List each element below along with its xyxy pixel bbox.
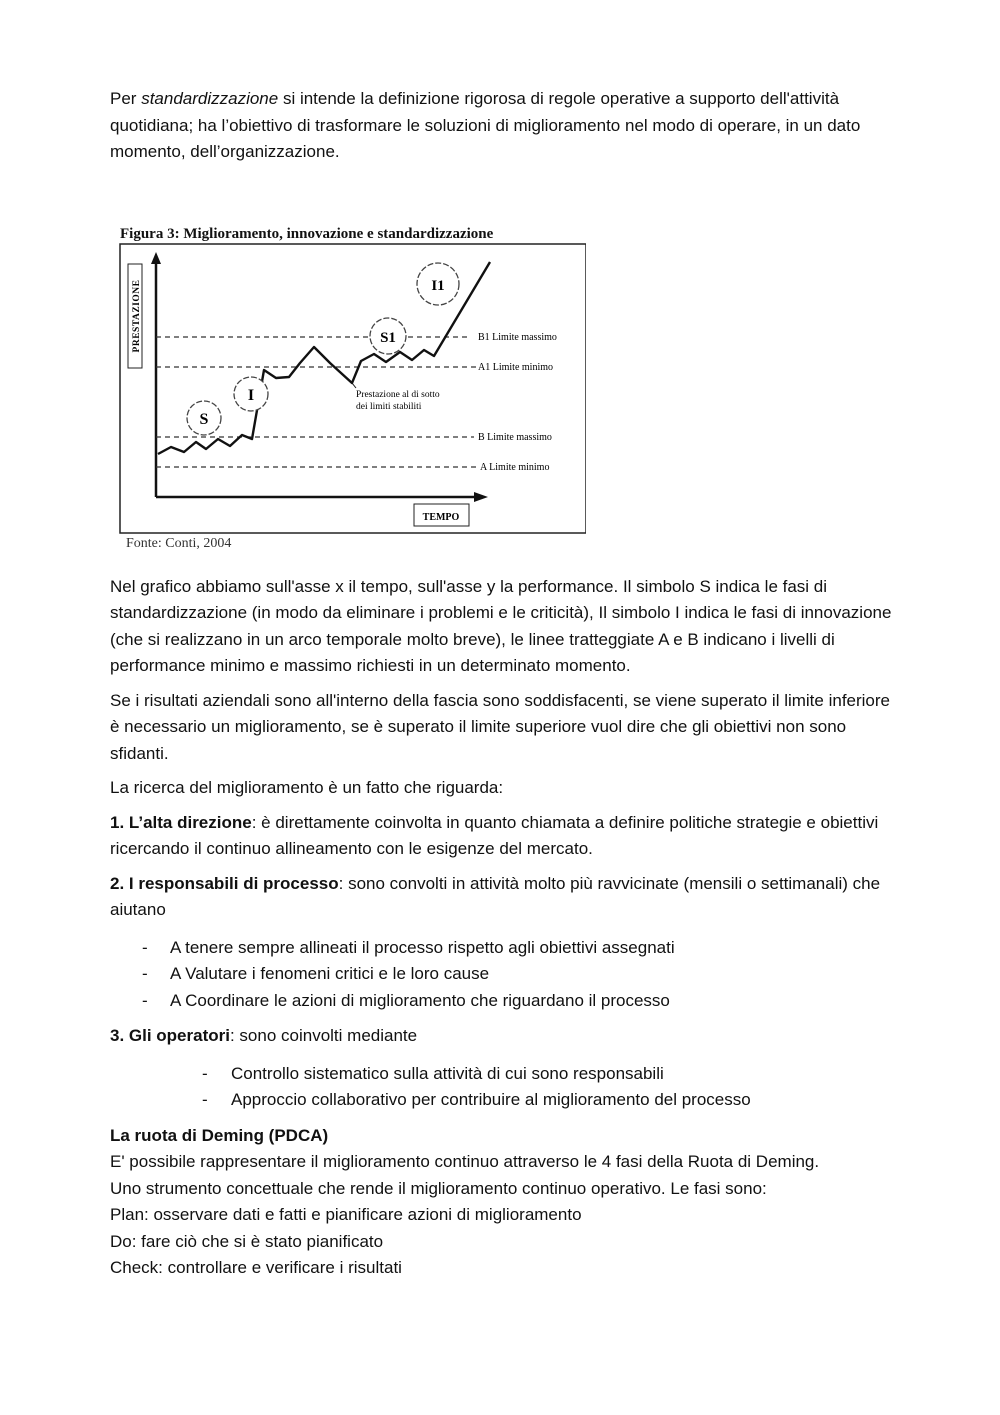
figure-improvement-chart xyxy=(116,220,586,550)
intro-term: standardizzazione xyxy=(141,89,279,108)
deming-line: E' possibile rappresentare il miglioramento continuo attraverso le 4 fasi della Ruota di Deming. xyxy=(110,1152,820,1171)
intro-text-end: si intende la definizione rigorosa di regole operative a supporto dell'attività quotidiana; ha l’obiettivo di trasformare le soluzioni di miglioramento nel modo di operare, in un dato momento, dell’organizzazione. xyxy=(110,89,861,161)
circle-i-label: I xyxy=(247,386,255,404)
figure-frame xyxy=(120,244,586,533)
y-axis-arrow xyxy=(151,252,161,264)
y-axis-label: PRESTAZIONE xyxy=(132,279,142,352)
list-item: - A Coordinare le azioni di miglioramento che riguardano il processo xyxy=(110,988,900,1015)
figure-source: Fonte: Conti, 2004 xyxy=(126,535,232,550)
item-alta-direzione xyxy=(110,810,900,863)
item-alta-direzione-title: 1. L’alta direzione xyxy=(110,812,252,832)
item-alta-direzione-text: : è direttamente coinvolta in quanto chiamata a definire politiche strategie e obiettivi ricercando il continuo allineamento con le esigenze del mercato. xyxy=(110,812,879,858)
item-responsabili xyxy=(110,871,900,924)
chart-svg xyxy=(116,220,586,550)
level-label-b: B Limite massimo xyxy=(478,431,552,443)
figure-title: Figura 3: Miglioramento, innovazione e standardizzazione xyxy=(120,225,494,242)
intro-paragraph xyxy=(110,86,900,166)
annotation-line-2: dei limiti stabiliti xyxy=(356,401,422,412)
item-responsabili-text: : sono convolti in attività molto più ravvicinate (mensili o settimanali) che aiutano xyxy=(110,873,881,919)
circle-s1-label: S1 xyxy=(380,329,396,346)
annotation-pointer xyxy=(352,383,356,388)
document-page xyxy=(110,86,900,1282)
level-label-a: A Limite minimo xyxy=(480,461,550,473)
x-axis-arrow xyxy=(474,492,488,502)
x-axis-label: TEMPO xyxy=(422,511,460,523)
item-operatori-title: 3. Gli operatori xyxy=(110,1026,230,1045)
operatori-list xyxy=(110,1061,900,1114)
list-item: - Approccio collaborativo per contribuire al miglioramento del processo xyxy=(110,1087,900,1114)
item-operatori xyxy=(110,1023,900,1050)
deming-line-plan: Plan: osservare dati e fatti e pianificare azioni di miglioramento xyxy=(110,1205,582,1224)
deming-line-check: Check: controllare e verificare i risultati xyxy=(110,1258,402,1277)
deming-line-do: Do: fare ciò che si è stato pianificato xyxy=(110,1231,384,1251)
item-operatori-text: : sono coinvolti mediante xyxy=(229,1026,418,1045)
list-item: - Controllo sistematico sulla attività di cui sono responsabili xyxy=(110,1061,900,1088)
intro-text-start: Per xyxy=(110,89,142,108)
item-responsabili-title: 2. I responsabili di processo xyxy=(110,873,339,893)
list-item: - A tenere sempre allineati il processo rispetto agli obiettivi assegnati xyxy=(110,935,900,962)
level-label-b1: B1 Limite massimo xyxy=(478,331,557,343)
para-chart-explanation: Nel grafico abbiamo sull'asse x il tempo, sull'asse y la performance. Il simbolo S indica le fasi di standardizzazione (in modo da eliminare i problemi e le criticità), Il simbolo I indica le fasi di innovazione (che si realizzano in un arco temporale molto breve), le linee tratteggiate A e B indicano i livelli di performance minimo e massimo richiesti in un determinato momento. xyxy=(110,576,892,675)
deming-heading xyxy=(110,1123,900,1150)
deming-line: Uno strumento concettuale che rende il miglioramento continuo operativo. Le fasi sono: xyxy=(110,1178,767,1198)
annotation-line-1: Prestazione al di sotto xyxy=(356,389,440,400)
circle-s-label: S xyxy=(199,410,209,428)
para-results: Se i risultati aziendali sono all'interno della fascia sono soddisfacenti, se viene superato il limite inferiore è necessario un miglioramento, se è superato il limite superiore vuol dire che gli obiettivi non sono sfidanti. xyxy=(110,690,890,763)
para-improvement-intro: La ricerca del miglioramento è un fatto che riguarda: xyxy=(110,778,504,797)
responsabili-list xyxy=(110,935,900,1015)
list-item: - A Valutare i fenomeni critici e le loro cause xyxy=(110,961,900,988)
deming-heading-text: La ruota di Deming (PDCA) xyxy=(110,1125,329,1145)
level-label-a1: A1 Limite minimo xyxy=(478,361,553,373)
circle-i1-label: I1 xyxy=(431,277,445,294)
